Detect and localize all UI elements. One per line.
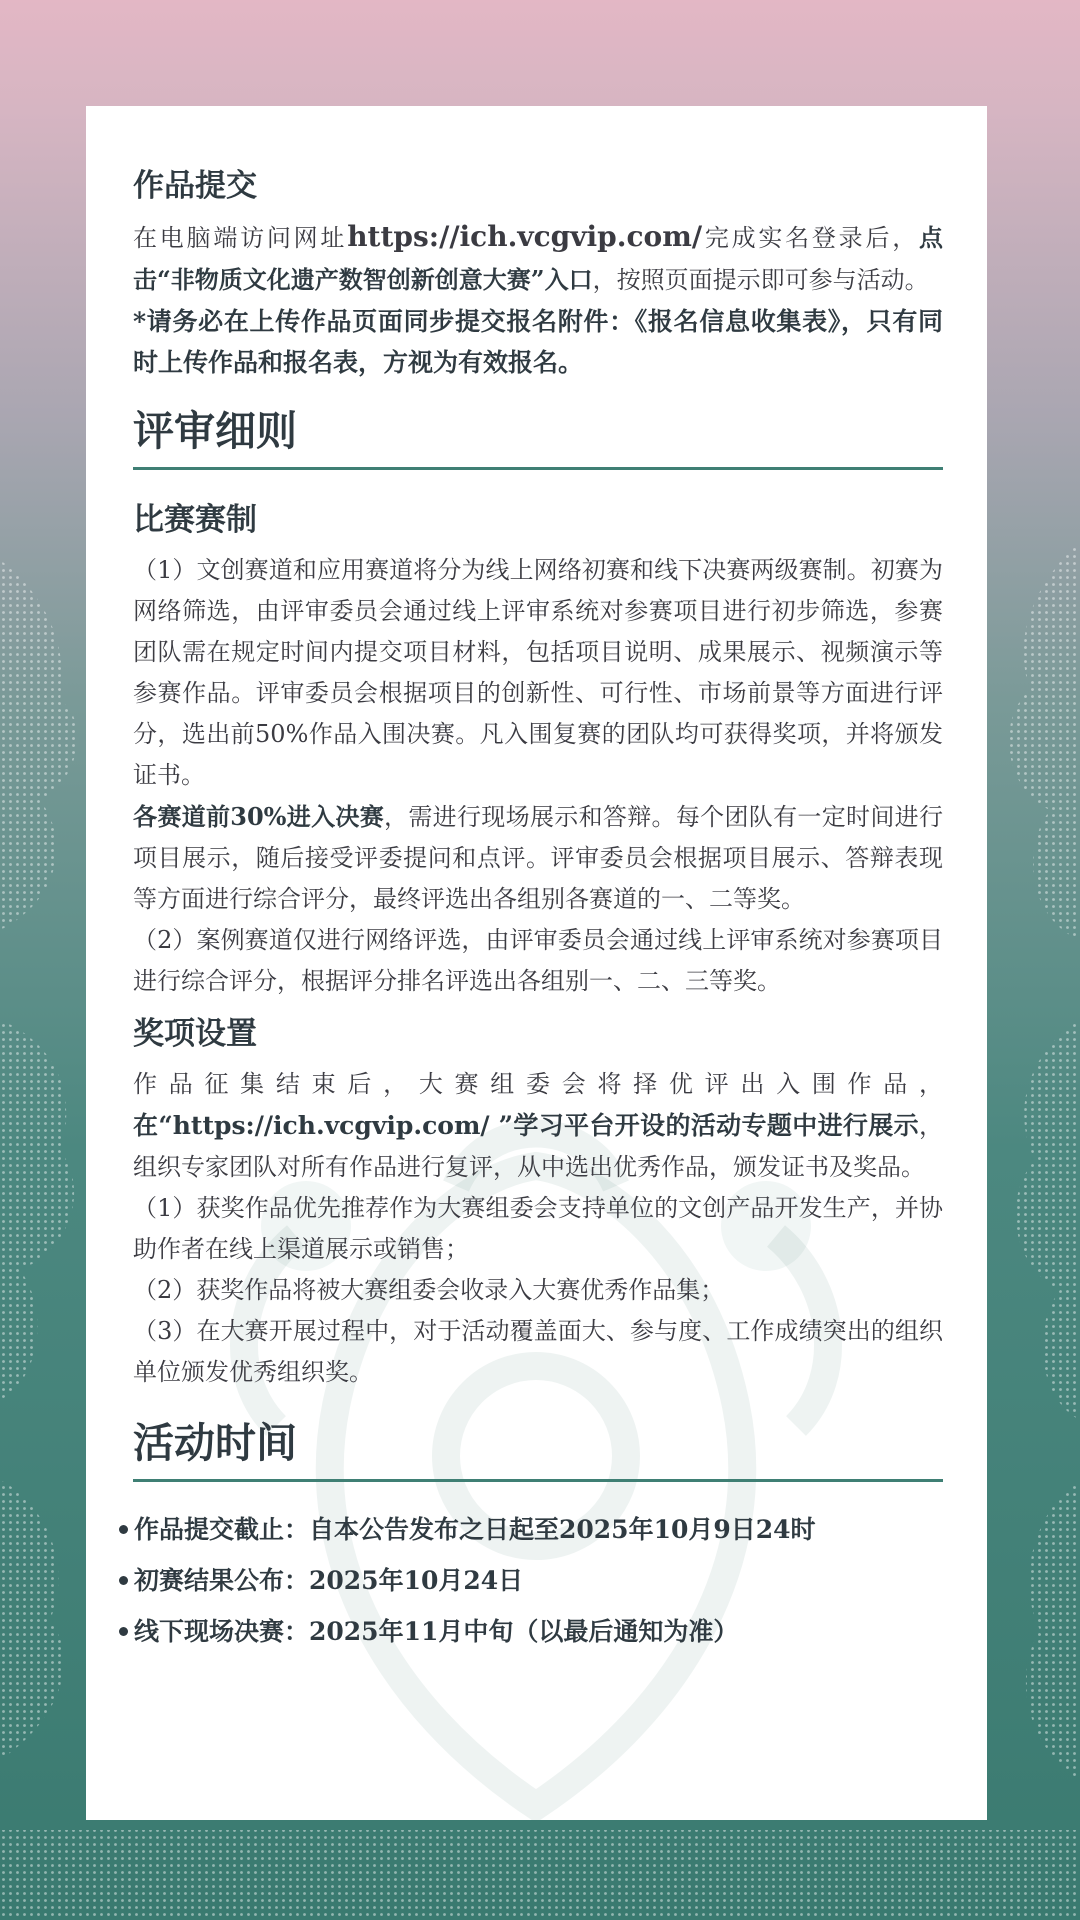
schedule-item-text: 线下现场决赛：2025年11月中旬（以最后通知为准） xyxy=(134,1617,739,1646)
finals-highlight: 各赛道前30%进入决赛 xyxy=(133,802,385,831)
format-paragraph-2 xyxy=(133,796,943,920)
schedule-item xyxy=(133,1504,943,1555)
submission-text-b: 完成实名登录后， xyxy=(702,224,920,252)
content-column xyxy=(133,166,943,1657)
schedule-section xyxy=(133,1417,943,1657)
submission-note: *请务必在上传作品页面同步提交报名附件：《报名信息收集表》，只有同时上传作品和报名表，方视为有效报名。 xyxy=(133,307,943,377)
schedule-heading: 活动时间 xyxy=(133,1419,297,1467)
awards-item: （3）在大赛开展过程中，对于活动覆盖面大、参与度、工作成绩突出的组织单位颁发优秀组织奖。 xyxy=(133,1317,943,1386)
format-paragraph-1: （1）文创赛道和应用赛道将分为线上网络初赛和线下决赛两级赛制。初赛为网络筛选，由评审委员会通过线上评审系统对参赛项目进行初步筛选，参赛团队需在规定时间内提交项目材料，包括项目说明、成果展示、视频演示等参赛作品。评审委员会根据项目的创新性、可行性、市场前景等方面进行评分，选出前50%作品入围决赛。凡入围复赛的团队均可获得奖项，并将颁发证书。 xyxy=(133,556,943,789)
bullet-icon xyxy=(119,1576,128,1585)
finals-text: ，需进行现场展示和答辩。每个团队有一定时间进行项目展示，随后接受评委提问和点评。评审委员会根据项目展示、答辩表现等方面进行综合评分，最终评选出各组别各赛道的一、二等奖。 xyxy=(133,803,943,913)
schedule-divider xyxy=(133,1479,943,1482)
submission-entry-text: 点击“非物质文化遗产数智创新创意大赛”入口 xyxy=(133,223,944,294)
awards-text-b: ，组织专家团队对所有作品进行复评，从中选出优秀作品，颁发证书及奖品。 xyxy=(133,1112,943,1181)
schedule-item-text: 作品提交截止：自本公告发布之日起至2025年10月9日24时 xyxy=(134,1515,816,1544)
awards-heading: 奖项设置 xyxy=(133,1016,257,1052)
content-panel xyxy=(86,106,987,1820)
submission-heading: 作品提交 xyxy=(133,168,257,204)
bullet-icon xyxy=(119,1525,128,1534)
awards-item: （2）获奖作品将被大赛组委会收录入大赛优秀作品集； xyxy=(133,1276,725,1304)
awards-paragraph xyxy=(133,1064,943,1188)
review-heading: 评审细则 xyxy=(133,407,297,455)
schedule-item xyxy=(133,1606,943,1657)
format-paragraph-3: （2）案例赛道仅进行网络评选，由评审委员会通过线上评审系统对参赛项目进行综合评分，根据评分排名评选出各组别一、二、三等奖。 xyxy=(133,926,943,995)
submission-text-c: ，按照页面提示即可参与活动。 xyxy=(592,266,929,294)
bullet-icon xyxy=(119,1627,128,1636)
submission-instructions xyxy=(133,216,943,301)
schedule-item xyxy=(133,1555,943,1606)
awards-text-a: 作品征集结束后，大赛组委会将择优评出入围作品， xyxy=(133,1070,943,1098)
review-divider xyxy=(133,467,943,470)
submission-text-a: 在电脑端访问网址 xyxy=(133,224,348,252)
review-section xyxy=(133,405,943,1393)
awards-item: （1）获奖作品优先推荐作为大赛组委会支持单位的文创产品开发生产，并协助作者在线上渠道展示或销售； xyxy=(133,1194,943,1263)
awards-platform-text: 在“https://ich.vcgvip.com/ ”学习平台开设的活动专题中进行展示 xyxy=(133,1111,919,1140)
schedule-list xyxy=(133,1504,943,1657)
format-heading: 比赛赛制 xyxy=(133,502,257,538)
schedule-item-text: 初赛结果公布：2025年10月24日 xyxy=(134,1566,524,1595)
submission-section xyxy=(133,166,943,383)
submission-url-link[interactable]: https://ich.vcgvip.com/ xyxy=(347,220,703,253)
